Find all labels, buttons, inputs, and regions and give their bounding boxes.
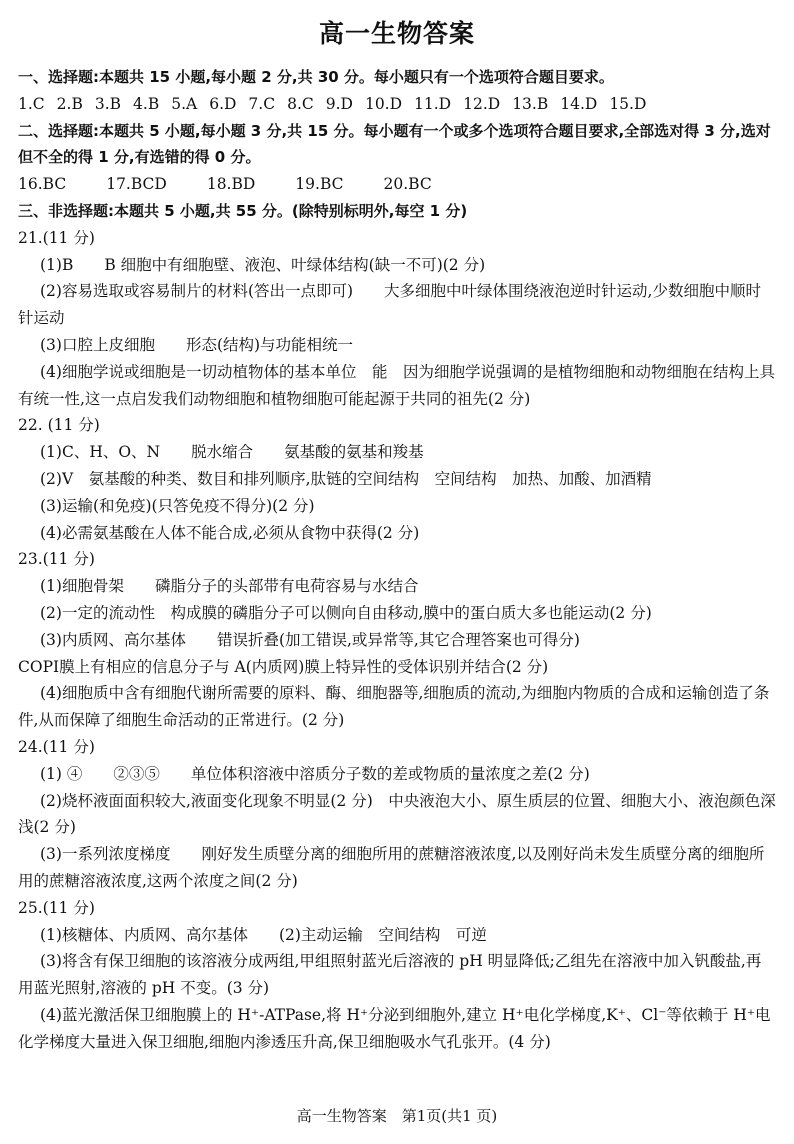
q25-answer-4: (4)蓝光激活保卫细胞膜上的 H⁺-ATPase,将 H⁺分泌到细胞外,建立 H⁺电化学梯度,K⁺、Cl⁻等依赖于 H⁺电化学梯度大量进入保卫细胞,细胞内渗透压升高,保卫细胞吸水气孔张开。(4 分)	[18, 1005, 771, 1051]
answer-item: 7.C	[248, 94, 276, 113]
answer-item: 8.C	[287, 94, 314, 113]
answer-item: 12.D	[463, 94, 501, 113]
q24-answer-1: (1) ④ ②③⑤ 单位体积溶液中溶质分子数的差或物质的量浓度之差(2 分)	[40, 764, 590, 783]
answer-item: 18.BD	[206, 175, 256, 194]
q21-answer-1: (1)B B 细胞中有细胞壁、液泡、叶绿体结构(缺一不可)(2 分)	[40, 255, 486, 274]
q25-answer-1: (1)核糖体、内质网、高尔基体 (2)主动运输 空间结构 可逆	[40, 925, 487, 944]
question-23-heading: 23.(11 分)	[18, 550, 95, 569]
section-1-answers	[18, 91, 776, 118]
answer-sheet	[18, 64, 776, 1055]
q25-answer-3: (3)将含有保卫细胞的该溶液分成两组,甲组照射蓝光后溶液的 pH 明显降低;乙组先在溶液中加入钒酸盐,再用蓝光照射,溶液的 pH 不变。(3 分)	[18, 952, 762, 998]
q21-answer-3: (3)口腔上皮细胞 形态(结构)与功能相统一	[40, 335, 354, 354]
answer-item: 4.B	[133, 94, 160, 113]
question-21-heading: 21.(11 分)	[18, 228, 95, 247]
answer-item: 16.BC	[18, 175, 67, 194]
question-24-heading: 24.(11 分)	[18, 737, 95, 756]
q22-answer-1: (1)C、H、O、N 脱水缩合 氨基酸的氨基和羧基	[40, 443, 424, 462]
answer-item: 20.BC	[383, 175, 432, 194]
q23-answer-4: (4)细胞质中含有细胞代谢所需要的原料、酶、细胞器等,细胞质的流动,为细胞内物质的合成和运输创造了条件,从而保障了细胞生命活动的正常进行。(2 分)	[18, 684, 770, 730]
q23-answer-3: (3)内质网、高尔基体 错误折叠(加工错误,或异常等,其它合理答案也可得分)	[40, 630, 580, 649]
question-25-heading: 25.(11 分)	[18, 898, 95, 917]
q23-answer-3-continued: COPI膜上有相应的信息分子与 A(内质网)膜上特异性的受体识别并结合(2 分)	[18, 657, 549, 676]
section-2-answers	[18, 171, 776, 198]
section-1-header: 一、选择题:本题共 15 小题,每小题 2 分,共 30 分。每小题只有一个选项符合题目要求。	[18, 68, 614, 86]
q23-answer-2: (2)一定的流动性 构成膜的磷脂分子可以侧向自由移动,膜中的蛋白质大多也能运动(2 分)	[40, 603, 652, 622]
page-footer: 高一生物答案 第1页(共1 页)	[296, 1107, 498, 1125]
question-22-heading: 22. (11 分)	[18, 416, 100, 435]
answer-item: 6.D	[209, 94, 237, 113]
answer-item: 5.A	[171, 94, 198, 113]
answer-item: 9.D	[325, 94, 353, 113]
answer-item: 14.D	[560, 94, 598, 113]
answer-item: 3.B	[94, 94, 122, 113]
answer-item: 11.D	[414, 94, 452, 113]
answer-item: 13.B	[512, 94, 549, 113]
q22-answer-3: (3)运输(和免疫)(只答免疫不得分)(2 分)	[40, 496, 315, 515]
section-3-header: 三、非选择题:本题共 5 小题,共 55 分。(除特别标明外,每空 1 分)	[18, 201, 468, 220]
section-2-header: 二、选择题:本题共 5 小题,每小题 3 分,共 15 分。每小题有一个或多个选项符合题目要求,全部选对得 3 分,选对但不全的得 1 分,有选错的得 0 分。	[18, 121, 771, 167]
page-title: 高一生物答案	[318, 19, 475, 48]
answer-item: 1.C	[18, 94, 45, 113]
q22-answer-4: (4)必需氨基酸在人体不能合成,必须从食物中获得(2 分)	[40, 523, 420, 542]
q23-answer-1: (1)细胞骨架 磷脂分子的头部带有电荷容易与水结合	[40, 577, 419, 596]
answer-item: 17.BCD	[106, 175, 167, 194]
q22-answer-2: (2)V 氨基酸的种类、数目和排列顺序,肽链的空间结构 空间结构 加热、加酸、加酒精	[40, 469, 652, 488]
q21-answer-4: (4)细胞学说或细胞是一切动植物体的基本单位 能 因为细胞学说强调的是植物细胞和动物细胞在结构上具有统一性,这一点启发我们动物细胞和植物细胞可能起源于共同的祖先(2 分)	[18, 362, 775, 408]
q24-answer-3: (3)一系列浓度梯度 刚好发生质壁分离的细胞所用的蔗糖溶液浓度,以及刚好尚未发生质壁分离的细胞所用的蔗糖溶液浓度,这两个浓度之间(2 分)	[18, 845, 765, 890]
answer-item: 19.BC	[295, 175, 344, 194]
q21-answer-2: (2)容易选取或容易制片的材料(答出一点即可) 大多细胞中叶绿体围绕液泡逆时针运动,少数细胞中顺时针运动	[18, 282, 761, 328]
answer-item: 2.B	[56, 94, 83, 113]
q24-answer-2: (2)烧杯液面面积较大,液面变化现象不明显(2 分) 中央液泡大小、原生质层的位置、细胞大小、液泡颜色深浅(2 分)	[18, 791, 776, 837]
answer-item: 10.D	[364, 94, 403, 113]
answer-item: 15.D	[609, 94, 647, 113]
